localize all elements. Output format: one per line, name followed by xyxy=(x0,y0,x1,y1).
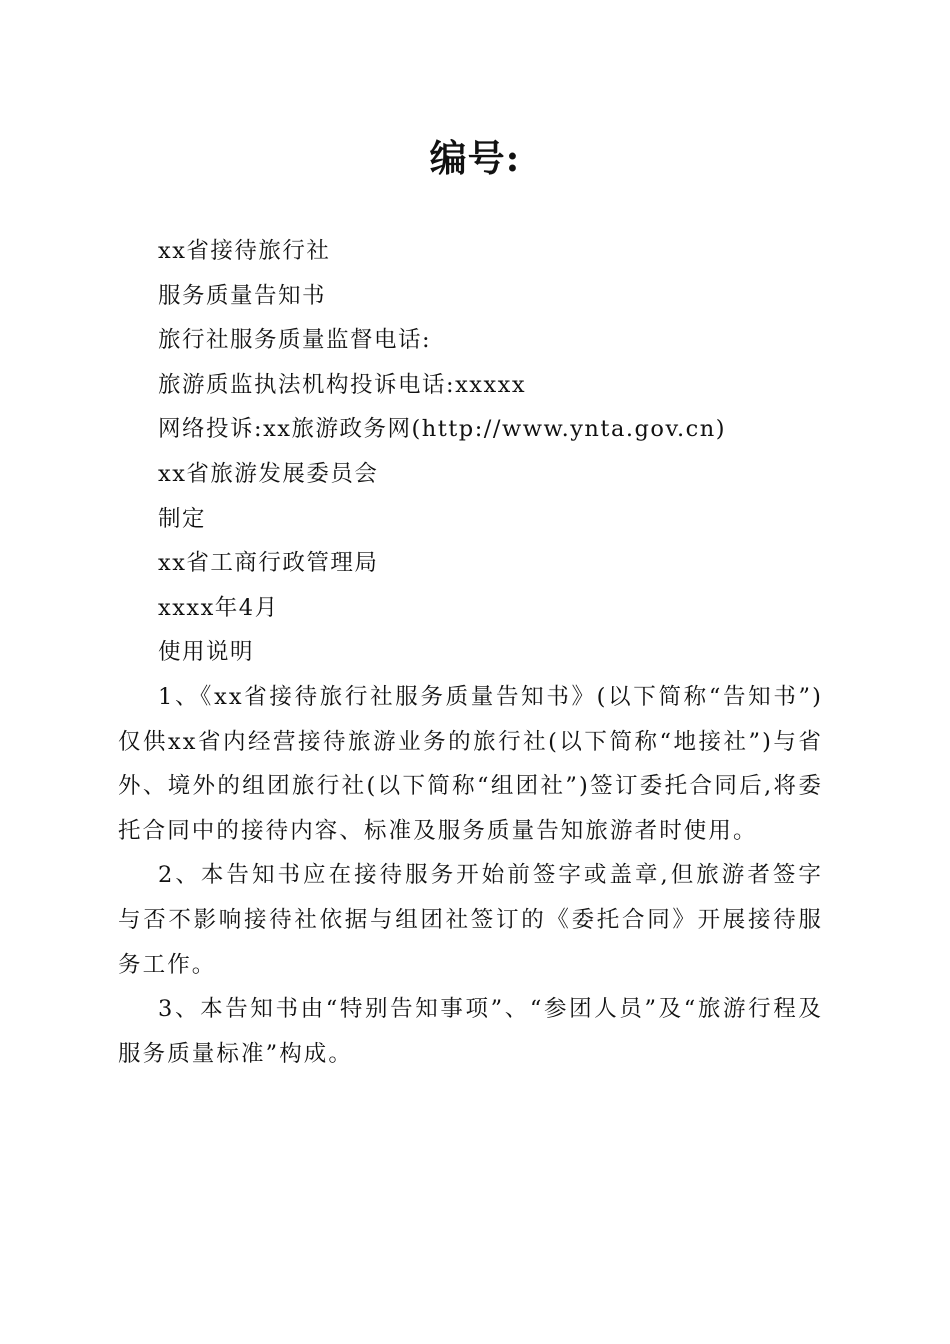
instructions-heading: 使用说明 xyxy=(158,639,255,666)
made-by-line: 制定 xyxy=(158,505,207,532)
complaint-phone-line: 旅游质监执法机构投诉电话:xxxxx xyxy=(158,371,527,398)
supervision-phone-line: 旅行社服务质量监督电话: xyxy=(158,327,432,354)
instruction-paragraph-3: 3、本告知书由“特别告知事项”、“参团人员”及“旅游行程及服务质量标准”构成。 xyxy=(118,996,823,1067)
document-number-title: 编号: xyxy=(429,136,521,180)
instruction-paragraph-1: 1、《xx省接待旅行社服务质量告知书》(以下简称“告知书”)仅供xx省内经营接待旅游业务的旅行社(以下简称“地接社”)与省外、境外的组团旅行社(以下简称“组团社”)签订委托合同后,将委托合同中的接待内容、标准及服务质量告知旅游者时使用。 xyxy=(118,683,823,844)
agency-name-line: xx省接待旅行社 xyxy=(158,238,331,264)
notice-title-line: 服务质量告知书 xyxy=(158,282,327,309)
committee-line: xx省旅游发展委员会 xyxy=(158,460,379,487)
instruction-paragraph-2: 2、本告知书应在接待服务开始前签字或盖章,但旅游者签字与否不影响接待社依据与组团社签订的《委托合同》开展接待服务工作。 xyxy=(118,862,823,978)
document-body xyxy=(118,229,823,1076)
online-complaint-line: 网络投诉:xx旅游政务网(http://www.ynta.gov.cn) xyxy=(158,416,727,443)
date-line: xxxx年4月 xyxy=(158,594,279,621)
bureau-line: xx省工商行政管理局 xyxy=(158,550,379,577)
